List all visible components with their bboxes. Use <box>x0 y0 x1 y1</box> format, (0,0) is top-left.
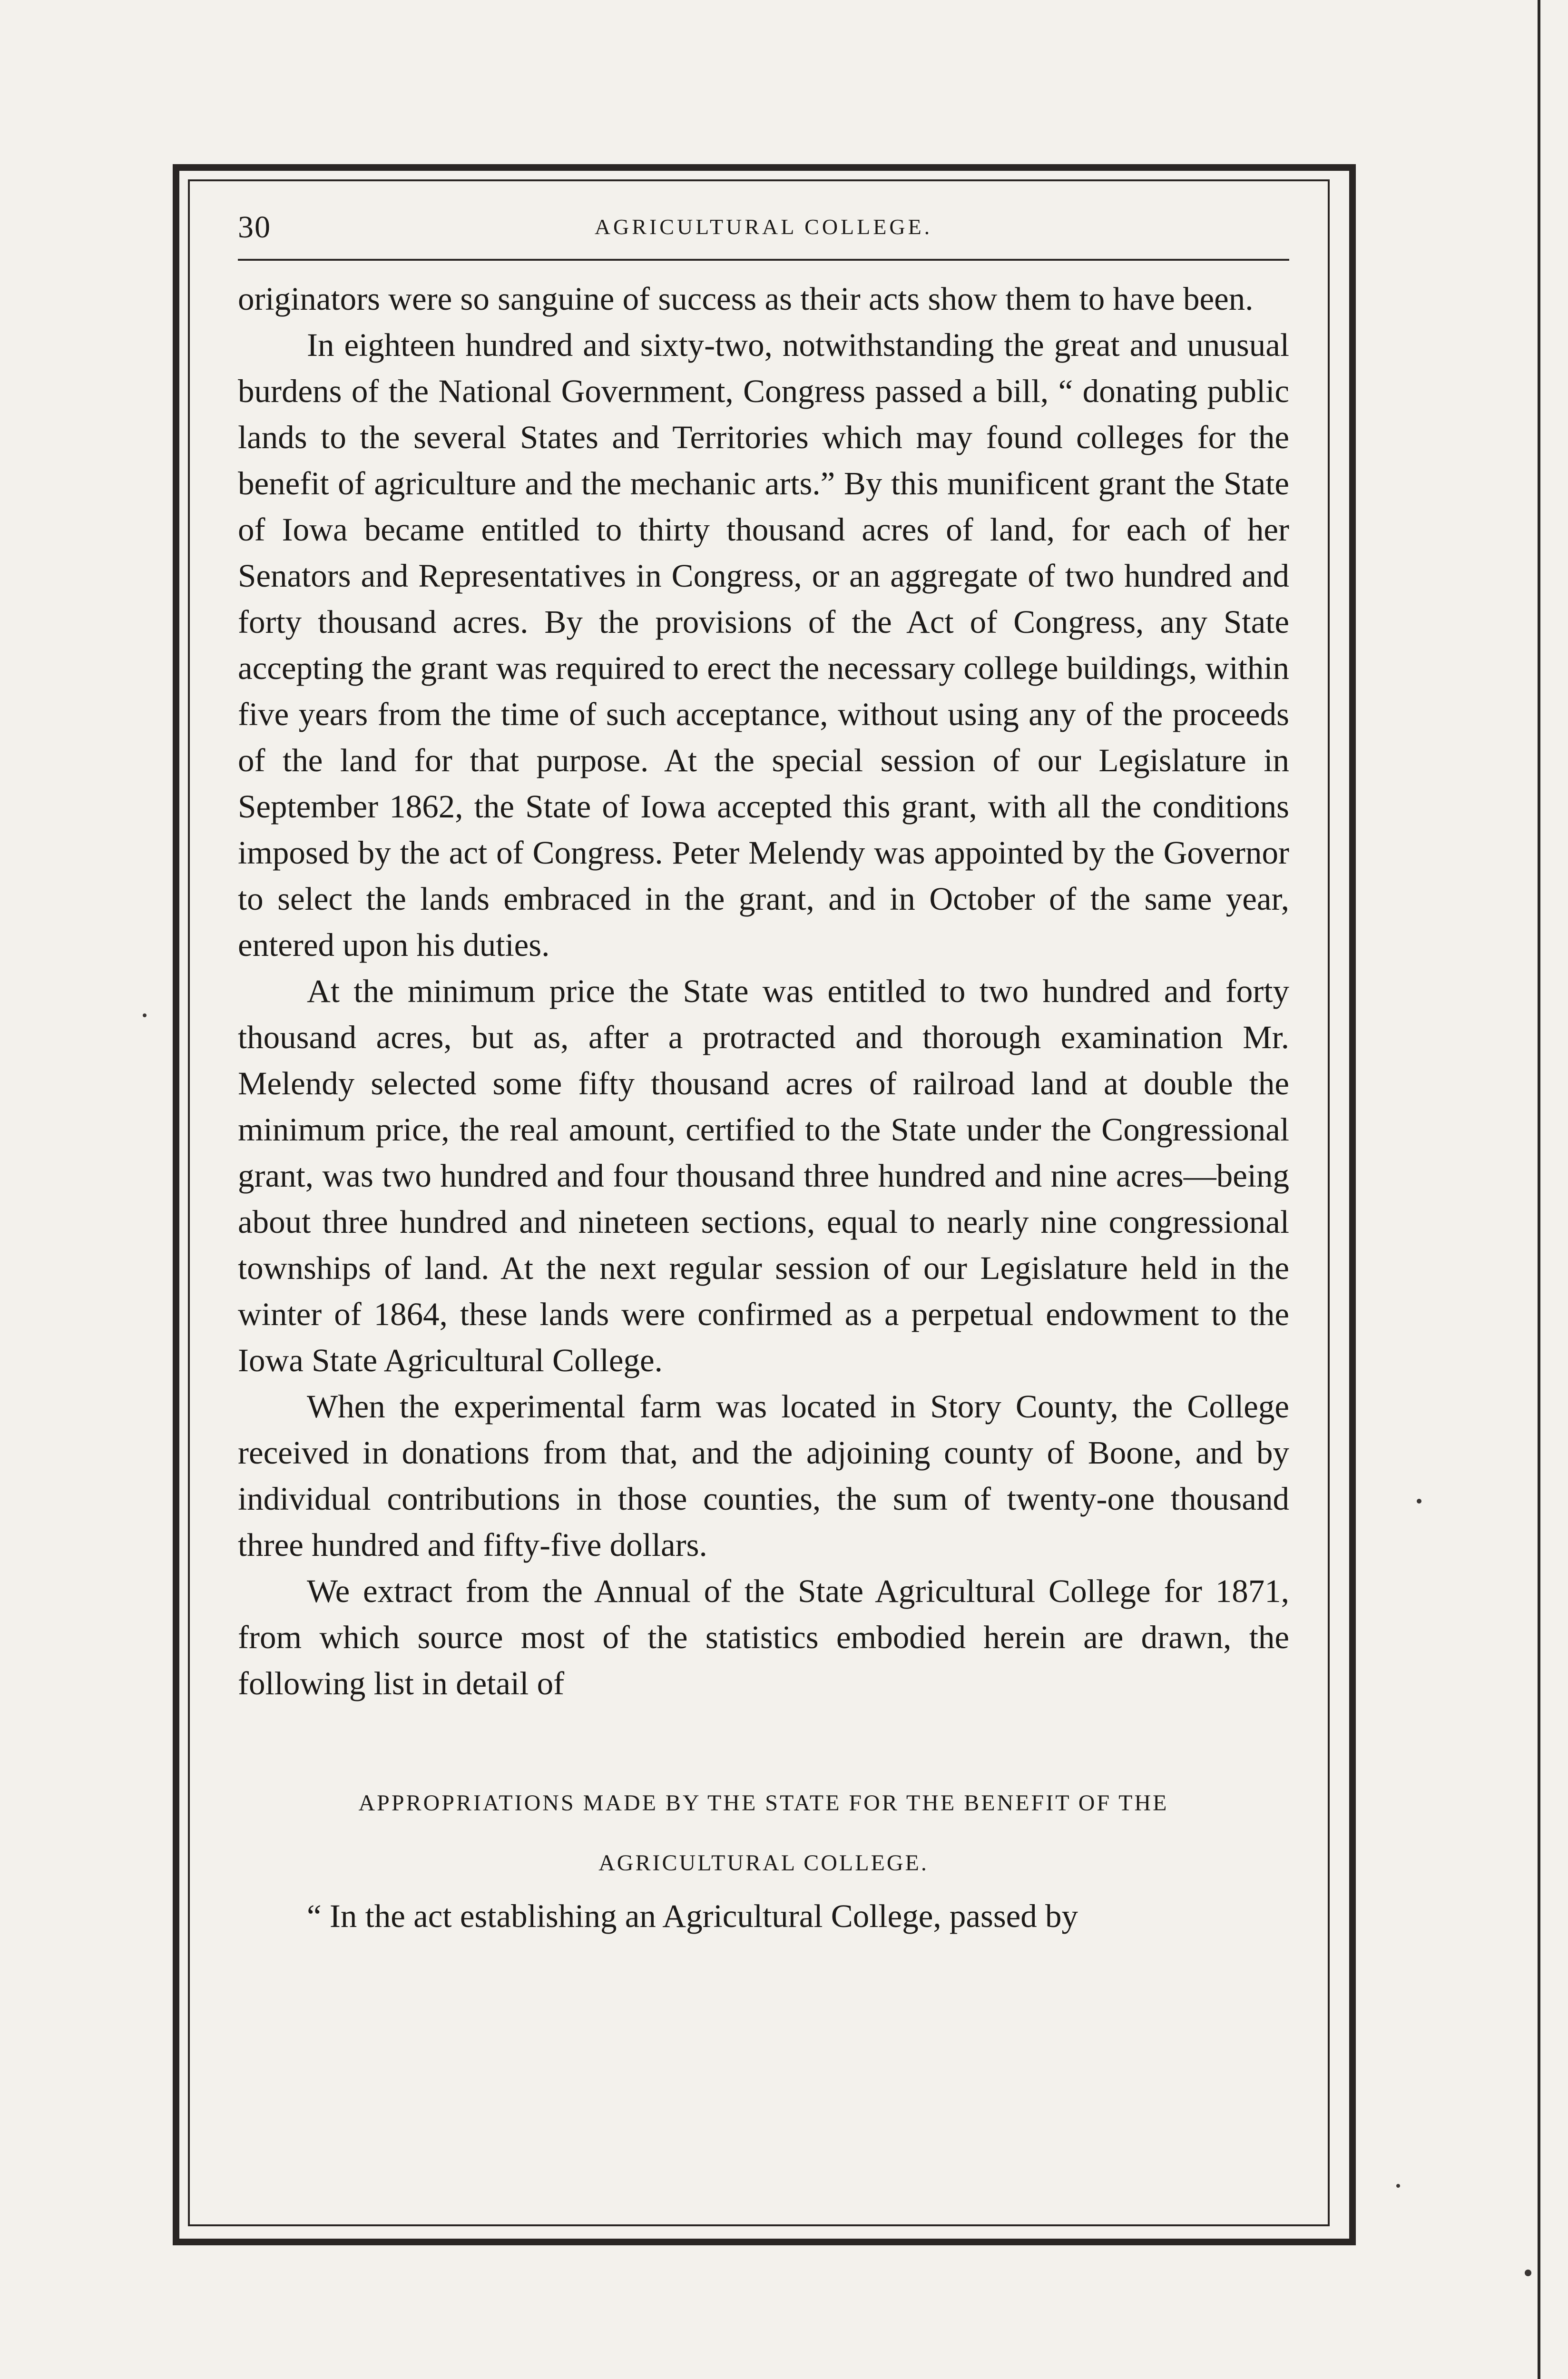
quote-paragraph: “ In the act establishing an Agricultural College, passed by <box>307 1898 1078 1934</box>
paragraph: At the minimum price the State was entitled to two hundred and forty thousand acres, but as, after a protracted and thorough examination Mr. Melendy selected some fifty thousand acres of railroad land at double the minimum price, the real amount, certified to the State under the Congressional grant, was two hundred and four thousand three hundred and nine acres—being about three hundred and nineteen sections, equal to nearly nine congressional townships of land. At the next regular session of our Legislature held in the winter of 1864, these lands were confirmed as a perpetual endowment to the Iowa State Agricultural College. <box>238 973 1289 1378</box>
page-edge-line <box>1538 0 1540 2379</box>
body-text <box>238 276 1289 1939</box>
paragraph: We extract from the Annual of the State Agricultural College for 1871, from which source most of the statistics embodied herein are drawn, the following list in detail of <box>238 1573 1289 1701</box>
scan-speck <box>1525 2270 1531 2276</box>
section-heading-line: APPROPRIATIONS MADE BY THE STATE FOR THE BENEFIT OF THE <box>358 1790 1169 1816</box>
page-header <box>238 190 1289 266</box>
scan-speck <box>1396 2184 1400 2188</box>
page-content <box>238 190 1289 1939</box>
paragraph-continuation: originators were so sanguine of success as their acts show them to have been. <box>238 281 1254 317</box>
paragraph: When the experimental farm was located in Story County, the College received in donations from that, and the adjoining county of Boone, and by individual contributions in those counties, the sum of twenty-one thousand three hundred and fifty-five dollars. <box>238 1388 1289 1563</box>
section-heading-line: AGRICULTURAL COLLEGE. <box>598 1850 929 1876</box>
running-title: AGRICULTURAL COLLEGE. <box>594 215 933 239</box>
header-rule <box>238 259 1289 261</box>
scan-speck <box>1417 1499 1421 1504</box>
paragraph: In eighteen hundred and sixty-two, notwithstanding the great and unusual burdens of the National Government, Congress passed a bill, “ donating public lands to the several States and Territories which may found colleges for the benefit of agriculture and the mechanic arts.” By this munificent grant the State of Iowa became entitled to thirty thousand acres of land, for each of her Senators and Representatives in Congress, or an aggregate of two hundred and forty thousand acres. By the provisions of the Act of Congress, any State accepting the grant was required to erect the necessary college buildings, within five years from the time of such acceptance, without using any of the proceeds of the land for that purpose. At the special session of our Legislature in September 1862, the State of Iowa accepted this grant, with all the conditions imposed by the act of Congress. Peter Melendy was appointed by the Governor to select the lands embraced in the grant, and in October of the same year, entered upon his duties. <box>238 327 1289 963</box>
page-number: 30 <box>238 210 271 245</box>
section-heading <box>238 1773 1289 1893</box>
scan-speck <box>143 1013 147 1017</box>
